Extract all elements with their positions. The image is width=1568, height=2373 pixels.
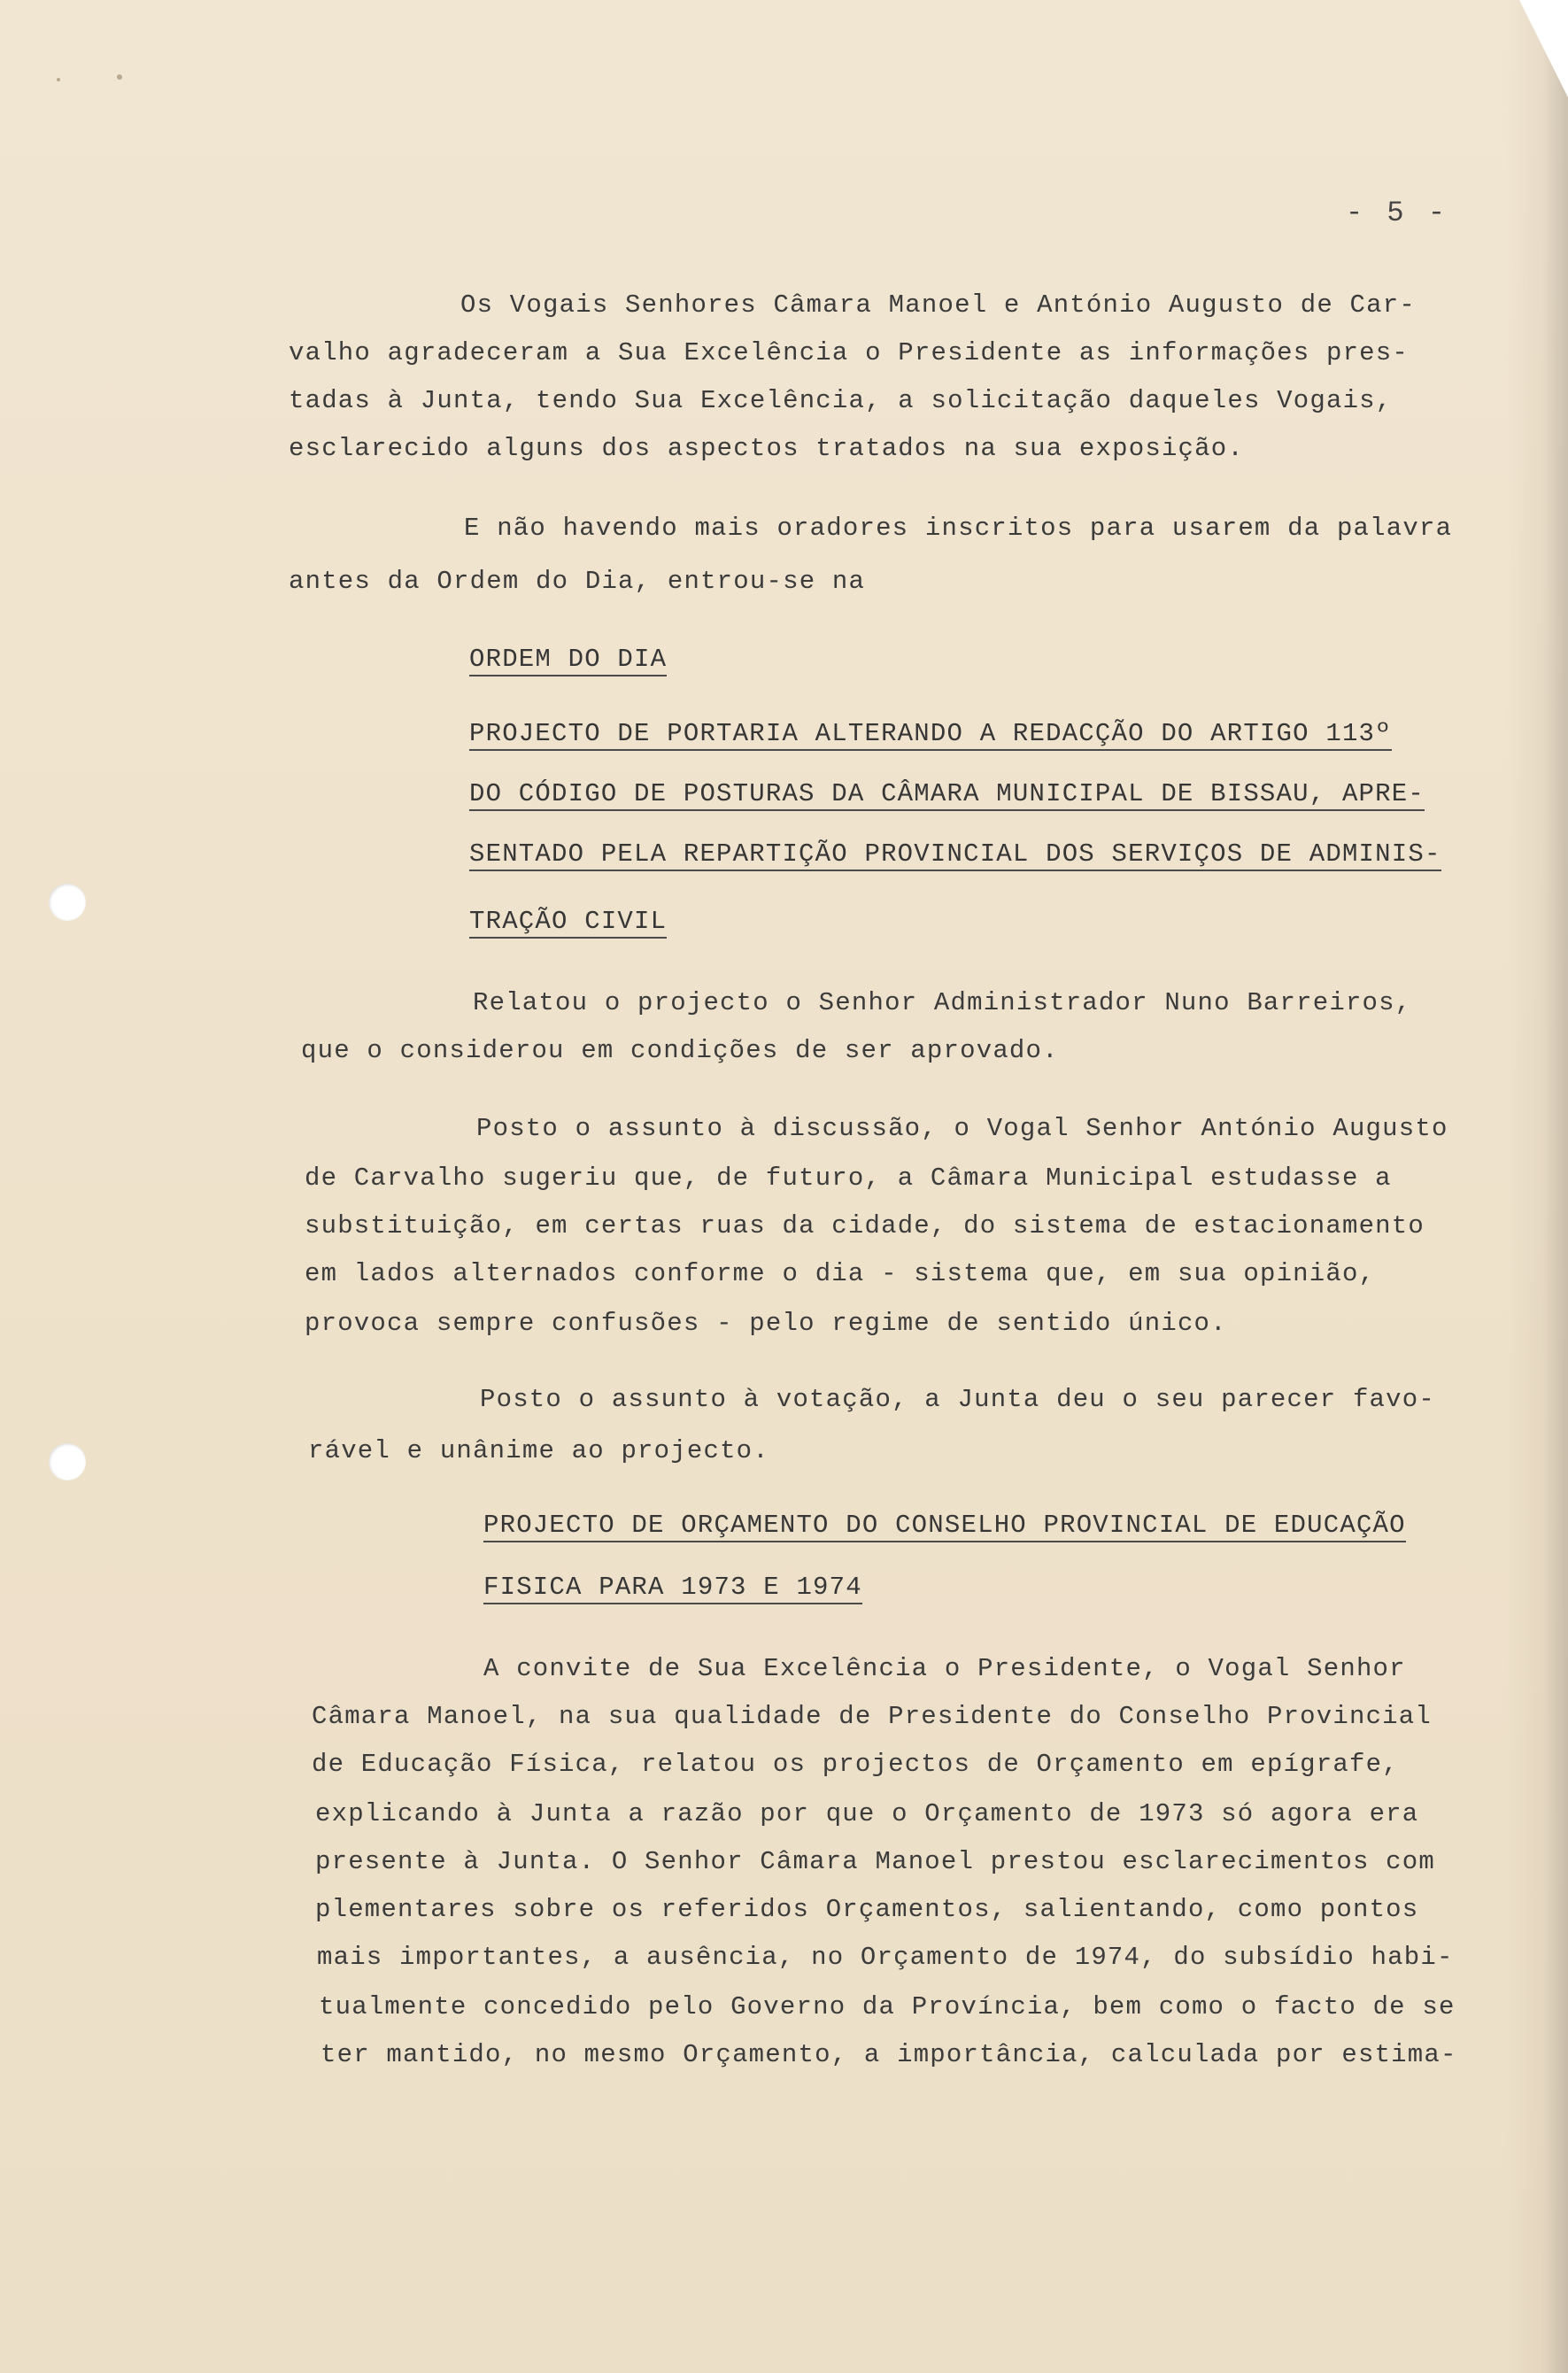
punch-hole-top — [49, 884, 86, 921]
text-line: substituição, em certas ruas da cidade, do sistema de estacionamento — [305, 1211, 1425, 1241]
text-line: que o considerou em condições de ser aprovado. — [301, 1036, 1059, 1065]
text-line: tadas à Junta, tendo Sua Excelência, a solicitação daqueles Vogais, — [289, 386, 1393, 415]
section-heading-portaria: PROJECTO DE PORTARIA ALTERANDO A REDACÇÃO DO ARTIGO 113º — [469, 719, 1392, 751]
paper-speck — [117, 74, 122, 80]
text-line: provoca sempre confusões - pelo regime de sentido único. — [305, 1309, 1227, 1338]
text-line: esclarecido alguns dos aspectos tratados na sua exposição. — [289, 434, 1244, 463]
section-heading-portaria: TRAÇÃO CIVIL — [469, 907, 667, 939]
text-line: Relatou o projecto o Senhor Administrador Nuno Barreiros, — [473, 988, 1412, 1017]
text-line: rável e unânime ao projecto. — [308, 1436, 769, 1465]
section-heading-orcamento: PROJECTO DE ORÇAMENTO DO CONSELHO PROVINCIAL DE EDUCAÇÃO — [483, 1511, 1406, 1542]
text-line: de Educação Física, relatou os projectos de Orçamento em epígrafe, — [312, 1750, 1399, 1779]
text-line: A convite de Sua Excelência o Presidente, o Vogal Senhor — [483, 1654, 1406, 1683]
punch-hole-bottom — [49, 1443, 86, 1480]
text-line: E não havendo mais oradores inscritos para usarem da palavra — [464, 514, 1453, 543]
text-line: Os Vogais Senhores Câmara Manoel e António Augusto de Car- — [460, 290, 1416, 320]
text-line: ter mantido, no mesmo Orçamento, a importância, calculada por estima- — [321, 2040, 1457, 2069]
section-heading-ordem-do-dia: ORDEM DO DIA — [469, 645, 667, 676]
text-line: Posto o assunto à votação, a Junta deu o seu parecer favo- — [480, 1385, 1435, 1414]
paper-speck — [57, 78, 60, 81]
text-line: valho agradeceram a Sua Excelência o Presidente as informações pres- — [289, 338, 1409, 367]
text-line: tualmente concedido pelo Governo da Província, bem como o facto de se — [319, 1992, 1456, 2021]
section-heading-portaria: SENTADO PELA REPARTIÇÃO PROVINCIAL DOS SERVIÇOS DE ADMINIS- — [469, 839, 1441, 871]
folded-corner — [1519, 0, 1568, 97]
section-heading-orcamento: FISICA PARA 1973 E 1974 — [483, 1573, 862, 1604]
page-number: - 5 - — [1346, 197, 1449, 229]
text-line: Posto o assunto à discussão, o Vogal Senhor António Augusto — [476, 1114, 1448, 1143]
text-line: antes da Ordem do Dia, entrou-se na — [289, 567, 866, 596]
text-line: Câmara Manoel, na sua qualidade de Presidente do Conselho Provincial — [312, 1702, 1432, 1731]
text-line: de Carvalho sugeriu que, de futuro, a Câmara Municipal estudasse a — [305, 1163, 1392, 1193]
text-line: em lados alternados conforme o dia - sistema que, em sua opinião, — [305, 1259, 1376, 1288]
text-line: mais importantes, a ausência, no Orçamento de 1974, do subsídio habi- — [317, 1943, 1454, 1972]
text-line: presente à Junta. O Senhor Câmara Manoel prestou esclarecimentos com — [315, 1847, 1435, 1876]
text-line: plementares sobre os referidos Orçamentos, salientando, como pontos — [315, 1895, 1419, 1924]
section-heading-portaria: DO CÓDIGO DE POSTURAS DA CÂMARA MUNICIPAL DE BISSAU, APRE- — [469, 779, 1425, 811]
text-line: explicando à Junta a razão por que o Orçamento de 1973 só agora era — [315, 1799, 1419, 1828]
page-edge-shadow — [1506, 0, 1568, 2373]
